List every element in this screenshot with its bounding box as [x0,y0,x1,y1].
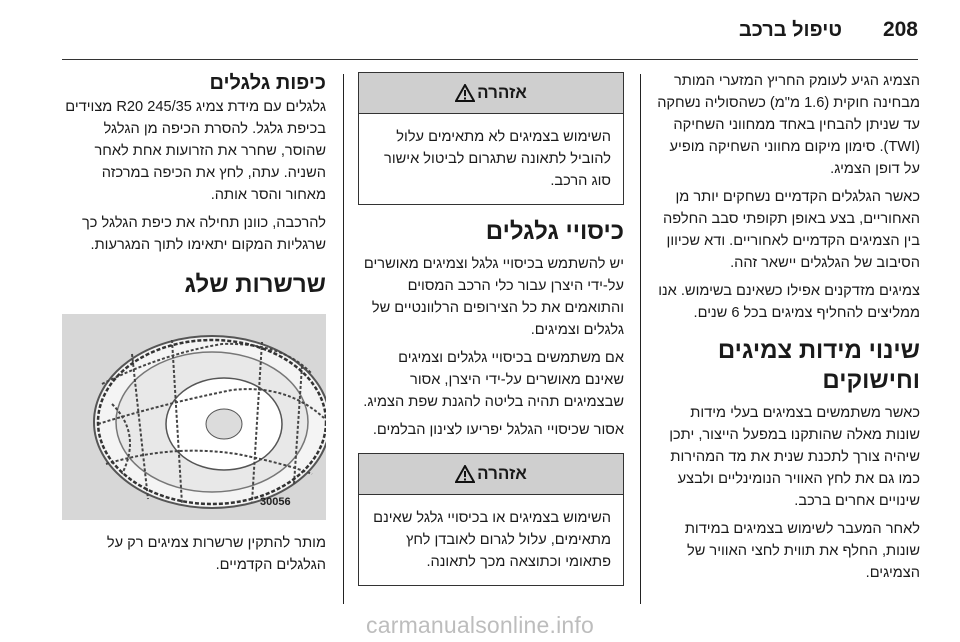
column-divider-left [343,74,344,604]
section-heading-size-change: שינוי מידות צמיגים וחישוקים [717,337,920,394]
warning-title: אזהרה [477,464,527,483]
warning-title: אזהרה [477,83,527,102]
middle-column [358,70,624,596]
warning-header [359,454,623,495]
wheel-covers-paragraph-2: אם משתמשים בכיסויי גלגלים וצמיגים שאינם מאושרים על-ידי היצרן, אסור שבצמיגים תהיה בליטה להגנת שפת הצמיג. [363,350,624,410]
tire-with-chains-drawing [62,314,326,520]
tread-depth-paragraph: הצמיג הגיע לעומק החריץ המזערי המותר מבחינה חוקית (1.6 מ"מ) כשהסוליה נשחקה עד שניתן להבחין באחד ממחווני השחיקה (TWI). סימון מיקום מחווני השחיקה מופיע על דופן הצמיג. [657,73,920,177]
size-change-paragraph: כאשר משתמשים בצמיגים בעלי מידות שונות מאלה שהותקנו במפעל הייצור, יתכן שיהיה צורך לתכנת שנית את מד המהירות כמו גם את לחץ האוויר הנומינליים ולבצע שינויים אחרים ברכב. [669,405,920,509]
wheel-covers-paragraph-3: אסור שכיסויי הגלגל יפריעו לצינון הבלמים. [372,422,624,438]
pressure-label-paragraph: לאחר המעבר לשימוש בצמיגים במידות שונות, החלף את תווית לחצי האוויר של הצמיגים. [684,521,920,581]
section-heading-hub-caps: כיפות גלגלים [209,72,326,94]
figure-number: 30056 [260,496,291,508]
column-divider-right [640,74,641,604]
warning-triangle-icon [455,84,475,102]
wheel-covers-paragraph-1: יש להשתמש בכיסויי גלגל וצמיגים מאושרים על-ידי היצרן עבור כלי הרכב המסוים והתואמים את כל הצירופים הרלוונטיים של גלגלים וצמיגים. [363,256,624,338]
warning-triangle-icon [455,465,475,483]
warning-header [359,73,623,114]
warning-box [358,72,624,205]
section-heading-wheel-covers: כיסויי גלגלים [485,218,624,245]
rotation-paragraph: כאשר הגלגלים הקדמיים נשחקים יותר מן האחוריים, בצע באופן תקופתי סבב החלפה בין הצמיגים הקדמיים לאחוריים. ודא שכיוון הסיבוב של הגלגלים יישאר זהה. [663,189,920,271]
page-header [0,0,960,58]
tire-age-paragraph: צמיגים מזדקנים אפילו כשאינם בשימוש. אנו ממליצים להחליף צמיגים בכל 6 שנים. [658,283,920,321]
warning-body [359,495,623,585]
header-rule [62,59,918,60]
left-column [62,70,326,582]
warning-text: השימוש בצמיגים לא מתאימים עלול להוביל לתאונה שתגרום לביטול אישור סוג הרכב. [384,129,611,189]
warning-body [359,114,623,204]
snow-chains-paragraph: מותר להתקין שרשרות צמיגים רק על הגלגלים הקדמיים. [106,535,326,573]
hub-caps-paragraph-1: גלגלים עם מידת צמיג 245/35 R20 מצוידים בכיפת גלגל. להסרת הכיפה מן הגלגל שהוסר, שחרר את הזרועות אחת לאחר השניה. עתה, לחץ את הכיפה במרכזה מאחור והסר אותה. [65,99,326,203]
hub-caps-paragraph-2: להרכבה, כוונן תחילה את כיפת הגלגל כך שרגליות המקום יתאימו לתוך המגרעות. [82,215,326,253]
watermark: carmanualsonline.info [366,612,594,638]
page-number: 208 [882,18,918,41]
warning-text: השימוש בצמיגים או בכיסויי גלגל שאינם מתאימים, עלול לגרום לאובדן לחץ פתאומי וכתוצאה מכך לתאונה. [373,510,611,570]
running-title: טיפול ברכב [738,19,842,41]
snow-chain-illustration [62,314,326,520]
right-column [656,70,920,590]
section-heading-snow-chains: שרשרות שלג [184,271,326,298]
warning-box [358,453,624,586]
